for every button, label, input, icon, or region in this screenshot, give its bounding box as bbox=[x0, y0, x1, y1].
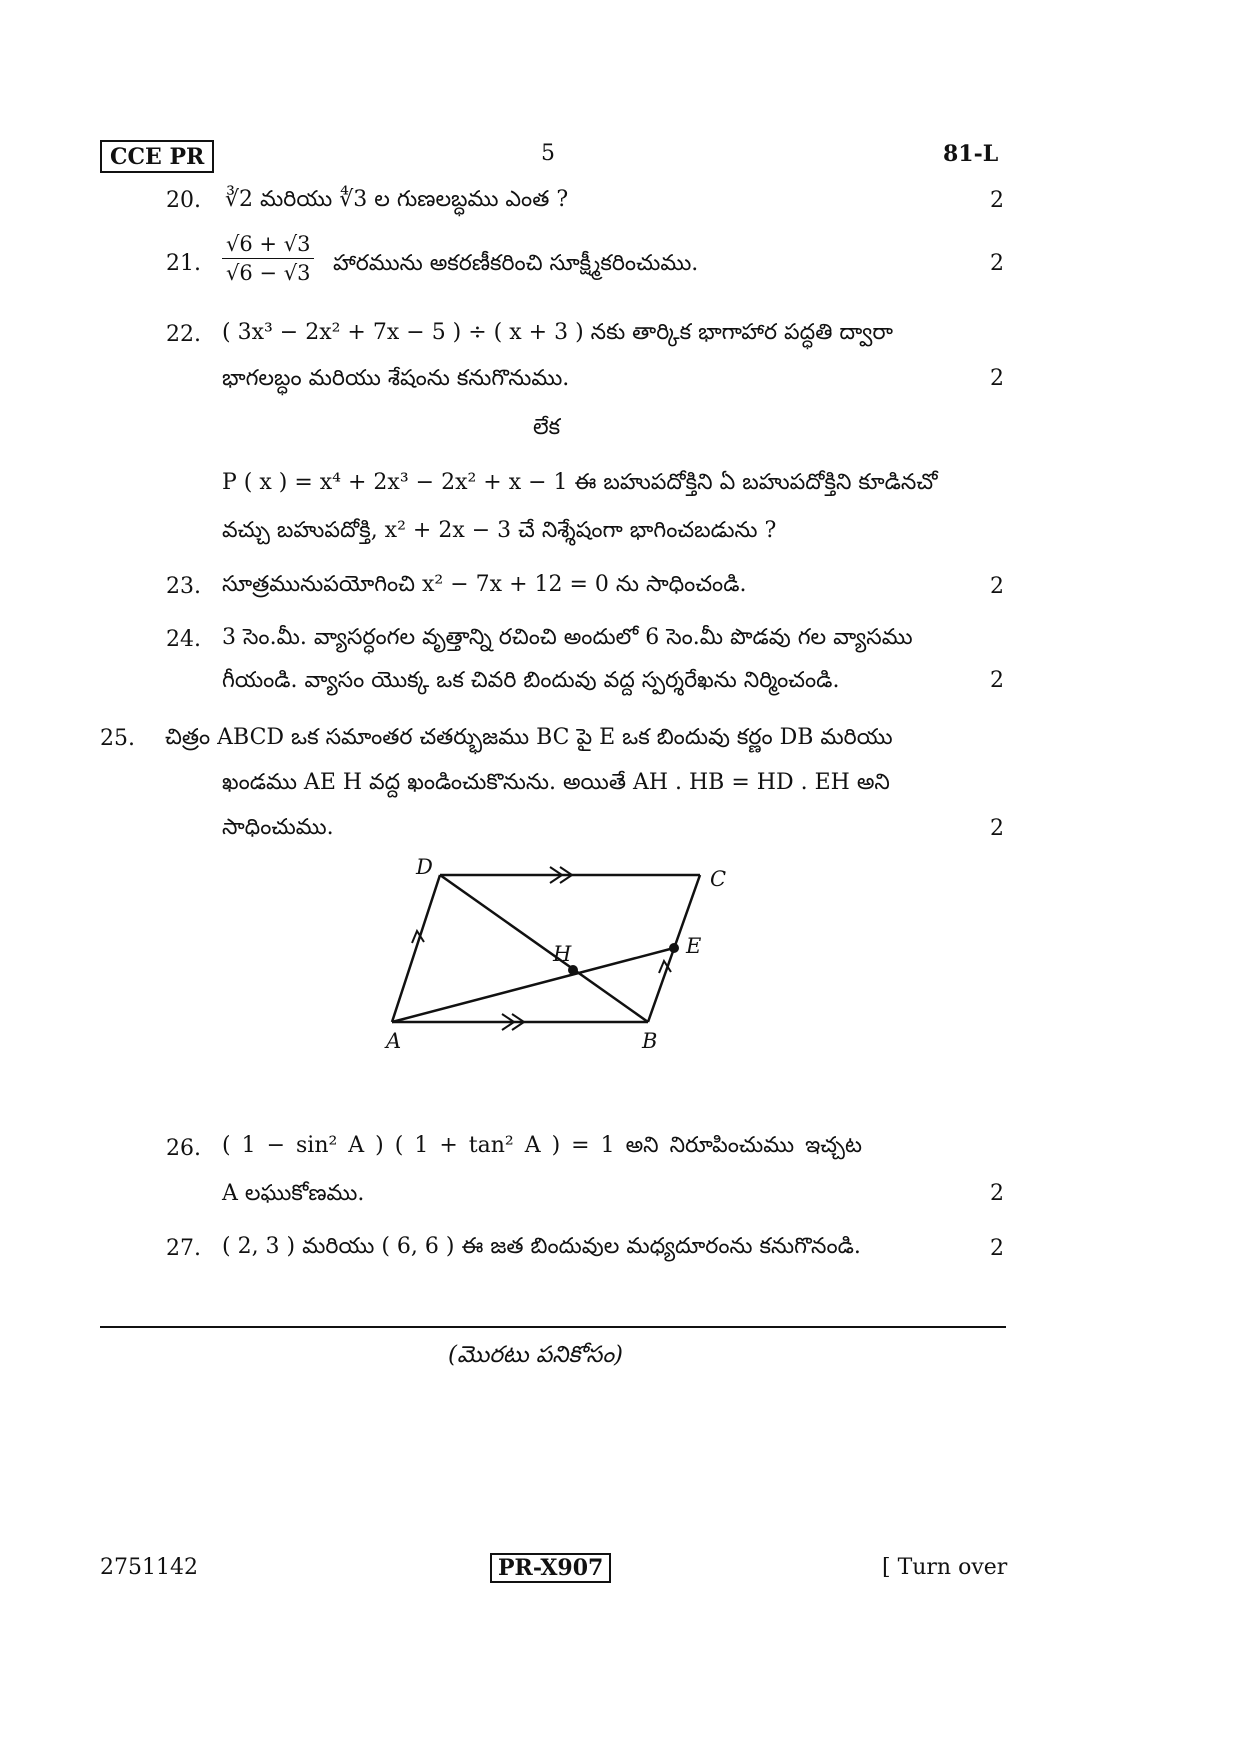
question-mark: 2 bbox=[990, 668, 1004, 693]
footer-code-box: PR-X907 bbox=[490, 1553, 611, 1583]
question-text-line: చిత్రం ABCD ఒక సమాంతర చతర్భుజము BC పై E ఒక బిందువు కర్ణం DB మరియు bbox=[165, 725, 893, 750]
question-text-line: A లఘుకోణము. bbox=[222, 1181, 365, 1206]
question-text-line: P ( x ) = x⁴ + 2x³ − 2x² + x − 1 ఈ బహుపదోక్తిని ఏ బహుపదోక్తిని కూడినచో bbox=[222, 470, 938, 495]
question-number: 22. bbox=[166, 322, 201, 347]
question-mark: 2 bbox=[990, 816, 1004, 841]
question-mark: 2 bbox=[990, 1236, 1004, 1261]
question-text: హారమును అకరణీకరించి సూక్ష్మీకరించుము. bbox=[333, 251, 699, 276]
label-e: E bbox=[686, 934, 702, 958]
side-da bbox=[392, 875, 440, 1022]
question-number: 24. bbox=[166, 627, 201, 652]
label-a: A bbox=[386, 1029, 402, 1053]
page-number: 5 bbox=[541, 141, 555, 166]
question-number: 20. bbox=[166, 188, 201, 213]
paper-code: 81-L bbox=[943, 141, 999, 167]
subject-code-box: CCE PR bbox=[100, 140, 214, 173]
point-e bbox=[669, 943, 679, 953]
question-mark: 2 bbox=[990, 188, 1004, 213]
question-text-line: ఖండము AE H వద్ద ఖండించుకొనును. అయితే AH . HB = HD . EH అని bbox=[222, 770, 890, 795]
question-number: 23. bbox=[166, 574, 201, 599]
question-number: 26. bbox=[166, 1136, 201, 1161]
question-text: ( 2, 3 ) మరియు ( 6, 6 ) ఈ జత బిందువుల మధ్యదూరంను కనుగొనండి. bbox=[222, 1234, 861, 1259]
footer-serial: 2751142 bbox=[100, 1555, 198, 1580]
point-h bbox=[568, 965, 578, 975]
question-number: 27. bbox=[166, 1236, 201, 1261]
question-number: 21. bbox=[166, 251, 201, 276]
label-d: D bbox=[416, 855, 433, 879]
question-mark: 2 bbox=[990, 366, 1004, 391]
question-text-line: ( 3x³ − 2x² + 7x − 5 ) ÷ ( x + 3 ) నకు తార్కిక భాగాహార పద్ధతి ద్వారా bbox=[222, 320, 893, 345]
question-text: సూత్రమునుపయోగించి x² − 7x + 12 = 0 ను సాధించండి. bbox=[222, 572, 747, 597]
question-number: 25. bbox=[100, 726, 135, 751]
parallelogram-figure bbox=[360, 850, 740, 1060]
question-text-line: సాధించుము. bbox=[222, 815, 334, 840]
question-text: ∛2 మరియు ∜3 ల గుణలబ్ధము ఎంత ? bbox=[225, 187, 569, 212]
rough-work-label: (మొరటు పనికోసం) bbox=[448, 1342, 623, 1368]
fraction-numerator: √6 + √3 bbox=[222, 232, 314, 259]
fraction-denominator: √6 − √3 bbox=[226, 261, 311, 285]
question-fraction bbox=[222, 232, 314, 285]
question-mark: 2 bbox=[990, 1181, 1004, 1206]
divider-line bbox=[100, 1326, 1006, 1328]
question-text-line: ( 1 − sin² A ) ( 1 + tan² A ) = 1 అని నిరూపించుము ఇచ్చట bbox=[222, 1133, 862, 1158]
label-b: B bbox=[642, 1029, 658, 1053]
question-mark: 2 bbox=[990, 574, 1004, 599]
question-mark: 2 bbox=[990, 251, 1004, 276]
turn-over-label: [ Turn over bbox=[882, 1555, 1008, 1580]
question-text-line: వచ్చు బహుపదోక్తి, x² + 2x − 3 చే నిశ్శేషంగా భాగించబడును ? bbox=[222, 518, 777, 543]
or-label: లేక bbox=[533, 415, 561, 440]
question-text-line: 3 సెం.మీ. వ్యాసర్ధంగల వృత్తాన్ని రచించి అందులో 6 సెం.మీ పొడవు గల వ్యాసము bbox=[222, 625, 913, 650]
question-text-line: భాగలబ్ధం మరియు శేషంను కనుగొనుము. bbox=[222, 366, 570, 391]
label-h: H bbox=[553, 942, 572, 966]
label-c: C bbox=[710, 867, 727, 891]
question-text-line: గీయండి. వ్యాసం యొక్క ఒక చివరి బిందువు వద్ద స్పర్శరేఖను నిర్మించండి. bbox=[222, 668, 840, 693]
